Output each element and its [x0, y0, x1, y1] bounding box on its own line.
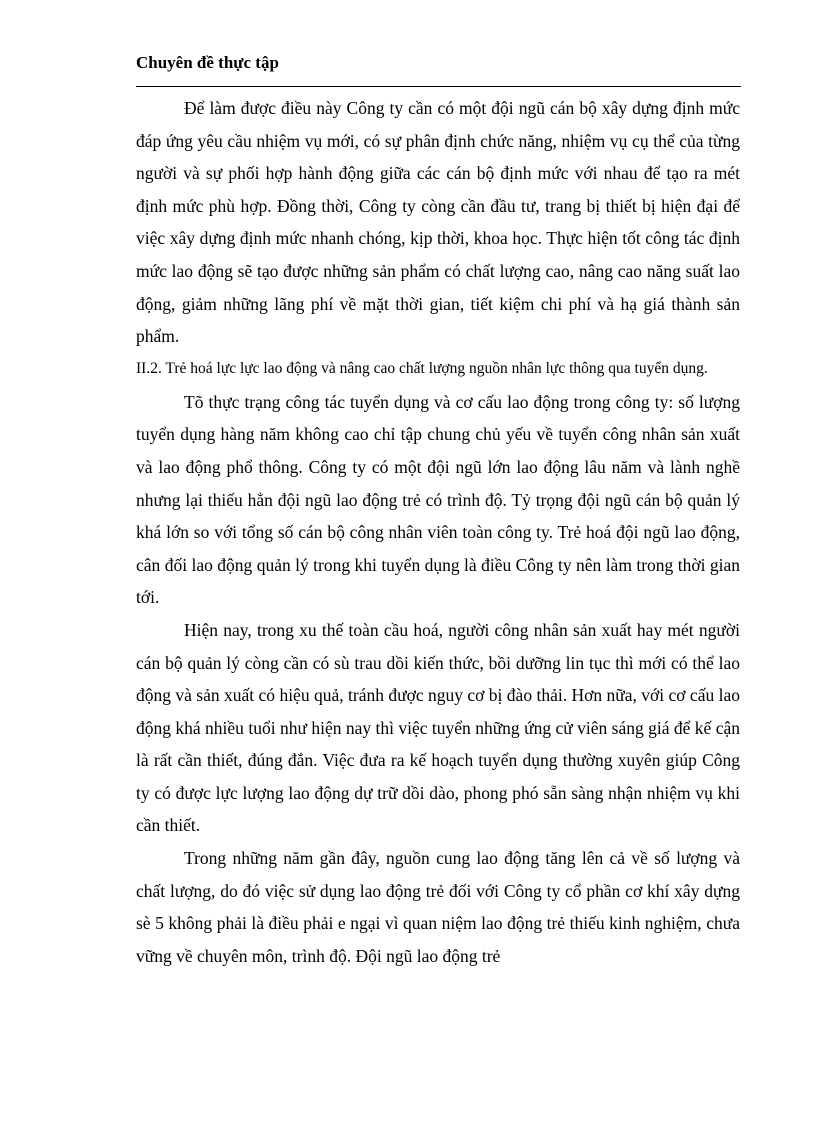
paragraph-definition-staff: Để làm được điều này Công ty cần có một đội ngũ cán bộ xây dựng định mức đáp ứng yêu cầu nhiệm vụ mới, có sự phân định chức năng, nhiệm vụ cụ thể của từng người và sự phối hợp hành động giữa các cán bộ định mức với nhau để tạo ra mét định mức phù hợp. Đồng thời, Công ty còng cần đầu tư, trang bị thiết bị hiện đại để việc xây dựng định mức nhanh chóng, kịp thời, khoa học. Thực hiện tốt công tác định mức lao động sẽ tạo được những sản phẩm có chất lượng cao, nâng cao năng suất lao động, giảm những lãng phí về mặt thời gian, tiết kiệm chi phí và hạ giá thành sản phẩm.	[136, 98, 740, 347]
document-body	[136, 92, 740, 972]
header-divider	[136, 86, 741, 87]
paragraph-recruitment-status: Tõ thực trạng công tác tuyển dụng và cơ cấu lao động trong công ty: số lượng tuyển dụng hàng năm không cao chỉ tập chung chủ yếu về tuyển công nhân sản xuất và lao động phổ thông. Công ty có một đội ngũ lớn lao động lâu năm và lành nghề nhưng lại thiếu hẳn đội ngũ lao động trẻ có trình độ. Tỷ trọng đội ngũ cán bộ quản lý khá lớn so với tổng số cán bộ công nhân viên toàn công ty. Trẻ hoá đội ngũ lao động, cân đối lao động quản lý trong khi tuyển dụng là điều Công ty nên làm trong thời gian tới.	[136, 391, 740, 608]
section-heading-ii2: II.2. Trẻ hoá lực lực lao động và nâng cao chất lượng nguồn nhân lực thông qua tuyển dụng.	[136, 359, 708, 377]
page-header-title: Chuyên đề thực tập	[136, 53, 279, 72]
paragraph-young-labor: Trong những năm gần đây, nguồn cung lao động tăng lên cả về số lượng và chất lượng, do đó việc sử dụng lao động trẻ đối với Công ty cổ phần cơ khí xây dựng sè 5 không phải là điều phải e ngại vì quan niệm lao động trẻ thiếu kinh nghiệm, chưa vững về chuyên môn, trình độ. Đội ngũ lao động trẻ	[136, 848, 740, 966]
paragraph-globalization: Hiện nay, trong xu thế toàn cầu hoá, người công nhân sản xuất hay mét người cán bộ quản lý còng cần có sù trau dồi kiến thức, bồi dưỡng lin tục thì mới có thể lao động và sản xuất có hiệu quả, tránh được nguy cơ bị đào thải. Hơn nữa, với cơ cấu lao động khá nhiều tuổi như hiện nay thì việc tuyển những ứng cử viên sáng giá để kế cận là rất cần thiết, đúng đắn. Việc đưa ra kế hoạch tuyển dụng thường xuyên giúp Công ty có được lực lượng lao động dự trữ dồi dào, phong phó sẵn sàng nhận nhiệm vụ khi cần thiết.	[136, 619, 740, 836]
